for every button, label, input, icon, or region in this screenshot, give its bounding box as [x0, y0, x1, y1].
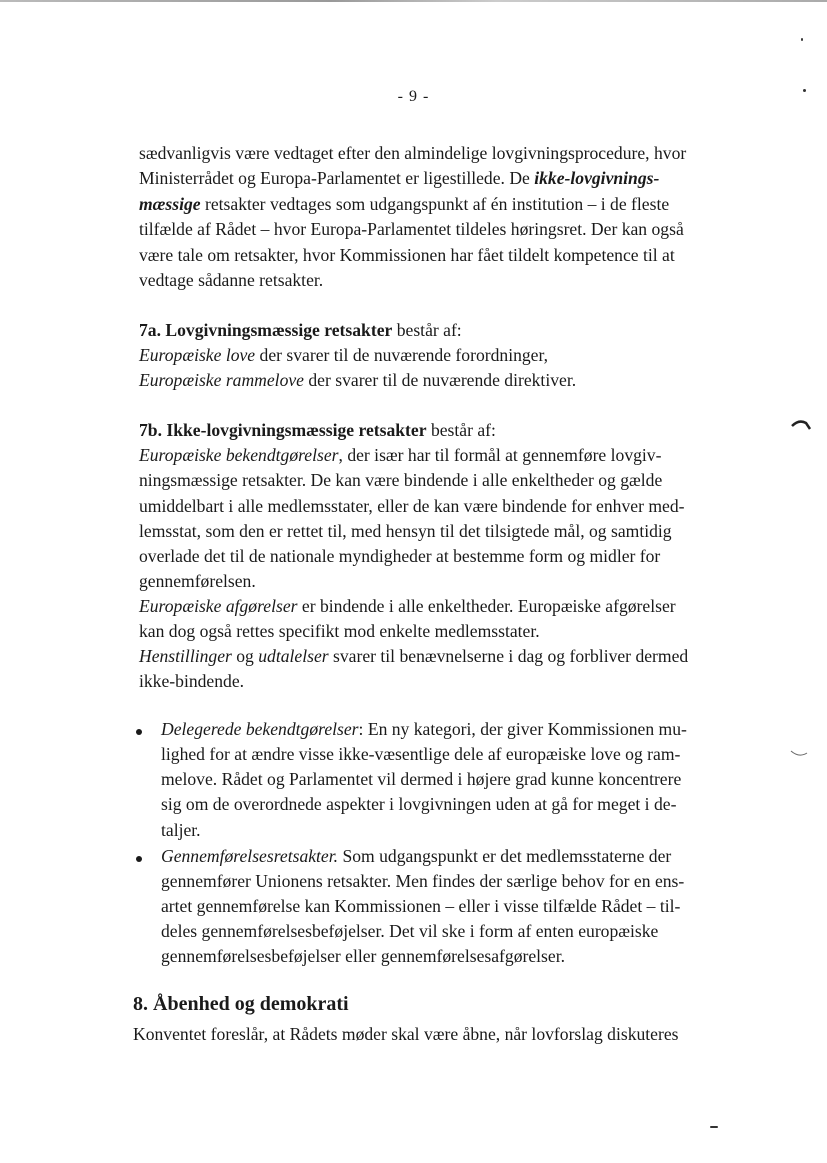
section-7a-item-2 [139, 368, 576, 394]
bullet-1-line-2: lighed for at ændre visse ikke-væsentlige dele af europæiske love og ram- [161, 744, 681, 764]
section-8-heading: 8. Åbenhed og demokrati [133, 993, 349, 1015]
page-number: - 9 - [397, 88, 430, 105]
section-7a-item-2-text: der svarer til de nuværende direktiver. [303, 370, 577, 390]
scan-speck [801, 38, 803, 41]
intro-line-3-text: retsakter vedtages som udgangspunkt af én institution – i de fleste [200, 194, 670, 214]
section-7a-item-1 [139, 343, 548, 369]
section-7b-line-1 [139, 443, 661, 469]
section-7a-heading [139, 318, 462, 344]
bullet-2-line-1 [161, 844, 671, 870]
bullet-1-line-5: taljer. [161, 820, 201, 840]
term-europaeiske-bekendtgoerelser: Europæiske bekendtgørelser [139, 445, 339, 465]
section-7b-line-6: gennemførelsen. [139, 571, 256, 591]
section-7b-line-8: kan dog også rettes specifikt mod enkelte medlemsstater. [139, 621, 540, 641]
intro-line-4: tilfælde af Rådet – hvor Europa-Parlamentet tildeles høringsret. Der kan også [139, 219, 684, 239]
section-7b-line-10: ikke-bindende. [139, 671, 245, 691]
section-7b-line-9-og: og [231, 646, 259, 666]
scan-top-edge [0, 0, 827, 2]
bullet-2-line-2: gennemfører Unionens retsakter. Men findes der særlige behov for en ens- [161, 871, 685, 891]
section-7b-line-9 [139, 644, 688, 670]
term-europaeiske-afgoerelser: Europæiske afgørelser [139, 596, 298, 616]
bullet-1-line-3: melove. Rådet og Parlamentet vil dermed i højere grad kunne koncentrere [161, 769, 682, 789]
section-8-line-1: Konventet foreslår, at Rådets møder skal være åbne, når lovforslag diskuteres [133, 1024, 679, 1044]
scan-mark [789, 749, 809, 759]
bullet-1-line-1 [161, 717, 687, 743]
intro-line-6: vedtage sådanne retsakter. [139, 270, 324, 290]
section-7b-line-3: umiddelbart i alle medlemsstater, eller de kan være bindende for enhver med- [139, 496, 685, 516]
scan-mark [790, 418, 812, 432]
term-ikke-lovgivnings: ikke-lovgivnings- [534, 168, 660, 188]
section-7b-title: 7b. Ikke-lovgivningsmæssige retsakter [139, 420, 427, 440]
section-7b-line-7 [139, 594, 676, 620]
intro-line-3 [139, 192, 669, 218]
section-7b-line-4: lemsstat, som den er rettet til, med hensyn til det tilsigtede mål, og samtidig [139, 521, 672, 541]
term-maessige: mæssige [139, 194, 201, 214]
term-delegerede-bekendtgoerelser: Delegerede bekendtgørelser [161, 719, 359, 739]
section-7b-line-2: ningsmæssige retsakter. De kan være bindende i alle enkeltheder og gælde [139, 470, 663, 490]
bullet-1-line-1-text: : En ny kategori, der giver Kommissionen mu- [358, 719, 687, 739]
bullet-2-line-5: gennemførelsesbeføjelser eller gennemførelsesafgørelser. [161, 946, 565, 966]
intro-line-2 [139, 166, 659, 192]
term-europaeiske-love: Europæiske love [139, 345, 256, 365]
section-7b-line-9-text: svarer til benævnelserne i dag og forbliver dermed [328, 646, 689, 666]
bullet-2-line-1-text: Som udgangspunkt er det medlemsstaterne der [338, 846, 672, 866]
term-udtalelser: udtalelser [258, 646, 329, 666]
term-europaeiske-rammelove: Europæiske rammelove [139, 370, 304, 390]
section-7a-suffix: består af: [392, 320, 462, 340]
scan-speck [710, 1126, 718, 1128]
bullet-1-line-4: sig om de overordnede aspekter i lovgivningen uden at gå for meget i de- [161, 794, 677, 814]
bullet-2-line-4: deles gennemførelsesbeføjelser. Det vil ske i form af enten europæiske [161, 921, 659, 941]
intro-line-5: være tale om retsakter, hvor Kommissionen har fået tildelt kompetence til at [139, 245, 675, 265]
section-7b-line-7-text: er bindende i alle enkeltheder. Europæiske afgørelser [297, 596, 676, 616]
term-gennemfoerelsesretsakter: Gennemførelsesretsakter. [161, 846, 339, 866]
bullet-dot [136, 729, 142, 735]
section-7a-item-1-text: der svarer til de nuværende forordninger, [255, 345, 549, 365]
intro-line-2-text: Ministerrådet og Europa-Parlamentet er ligestillede. De [139, 168, 535, 188]
section-7b-line-1-text: , der især har til formål at gennemføre lovgiv- [338, 445, 662, 465]
bullet-2-line-3: artet gennemførelse kan Kommissionen – eller i visse tilfælde Rådet – til- [161, 896, 681, 916]
intro-line-1: sædvanligvis være vedtaget efter den almindelige lovgivningsprocedure, hvor [139, 143, 687, 163]
section-7b-suffix: består af: [426, 420, 496, 440]
scan-speck [803, 89, 806, 92]
section-7a-title: 7a. Lovgivningsmæssige retsakter [139, 320, 393, 340]
bullet-dot [136, 856, 142, 862]
term-henstillinger: Henstillinger [139, 646, 232, 666]
section-7b-heading [139, 418, 496, 444]
section-7b-line-5: overlade det til de nationale myndigheder at bestemme form og midler for [139, 546, 661, 566]
